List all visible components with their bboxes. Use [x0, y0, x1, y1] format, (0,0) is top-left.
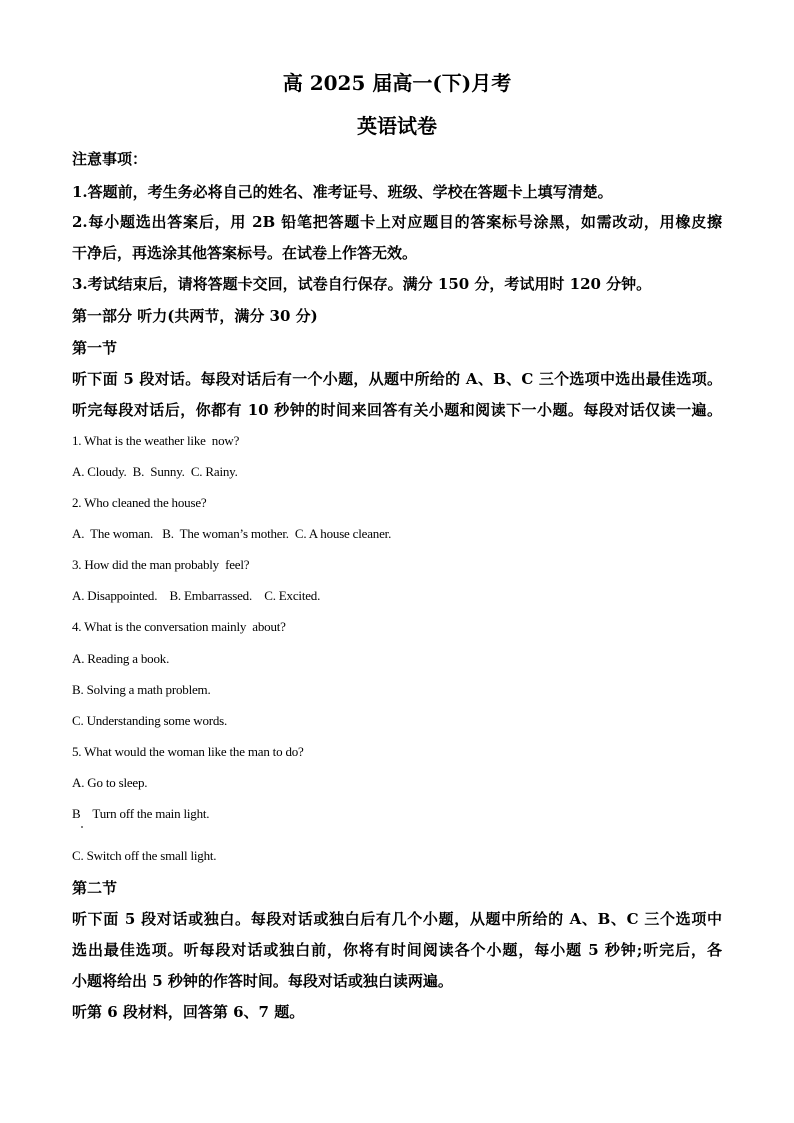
section-2-instruction-line-3: 小题将给出 5 秒钟的作答时间。每段对话或独白读两遍。 — [72, 972, 453, 990]
section-2-instruction-line-1: 听下面 5 段对话或独白。每段对话或独白后有几个小题，从题中所给的 A、B、C 三个选项中 — [72, 910, 722, 928]
section-2-heading: 第二节 — [72, 879, 118, 897]
section-1-heading: 第一节 — [72, 339, 118, 357]
exam-title: 高 2025 届高一(下)月考 — [282, 71, 512, 95]
question-2: 2. Who cleaned the house? — [72, 495, 207, 510]
question-1: 1. What is the weather like now? — [72, 433, 240, 448]
notice-item-2-line-2: 干净后，再选涂其他答案标号。在试卷上作答无效。 — [72, 244, 418, 262]
notice-item-1: 1.答题前，考生务必将自己的姓名、准考证号、班级、学校在答题卡上填写清楚。 — [72, 183, 613, 201]
question-5-option-b: B Turn off the main light. — [72, 806, 210, 821]
section-1-instruction-line-1: 听下面 5 段对话。每段对话后有一个小题，从题中所给的 A、B、C 三个选项中选出最佳选项。 — [72, 370, 722, 388]
material-6-instruction: 听第 6 段材料，回答第 6、7 题。 — [72, 1003, 305, 1021]
question-3: 3. How did the man probably feel? — [72, 557, 250, 572]
question-4: 4. What is the conversation mainly about? — [72, 619, 286, 634]
notice-heading: 注意事项： — [72, 150, 148, 168]
question-4-option-a: A. Reading a book. — [72, 651, 170, 666]
part-1-heading: 第一部分 听力(共两节，满分 30 分) — [72, 307, 318, 325]
question-5-option-a: A. Go to sleep. — [72, 775, 148, 790]
exam-subtitle: 英语试卷 — [357, 114, 437, 138]
question-4-option-b: B. Solving a math problem. — [72, 682, 211, 697]
question-5-option-c: C. Switch off the small light. — [72, 848, 217, 863]
notice-item-3: 3.考试结束后，请将答题卡交回，试卷自行保存。满分 150 分，考试用时 120 分钟。 — [72, 275, 652, 293]
stray-dot-mark — [81, 826, 83, 828]
section-1-instruction-line-2: 听完每段对话后，你都有 10 秒钟的时间来回答有关小题和阅读下一小题。每段对话仅读一遍。 — [72, 401, 722, 419]
question-1-options: A. Cloudy. B. Sunny. C. Rainy. — [72, 464, 238, 479]
question-4-option-c: C. Understanding some words. — [72, 713, 228, 728]
question-5: 5. What would the woman like the man to do? — [72, 744, 304, 759]
notice-item-2-line-1: 2.每小题选出答案后，用 2B 铅笔把答题卡上对应题目的答案标号涂黑，如需改动，用橡皮擦 — [72, 213, 722, 231]
section-2-instruction-line-2: 选出最佳选项。听每段对话或独白前，你将有时间阅读各个小题，每小题 5 秒钟;听完后，各 — [72, 941, 722, 959]
question-3-options: A. Disappointed. B. Embarrassed. C. Excited. — [72, 588, 321, 603]
question-2-options: A. The woman. B. The woman’s mother. C. A house cleaner. — [72, 526, 392, 541]
